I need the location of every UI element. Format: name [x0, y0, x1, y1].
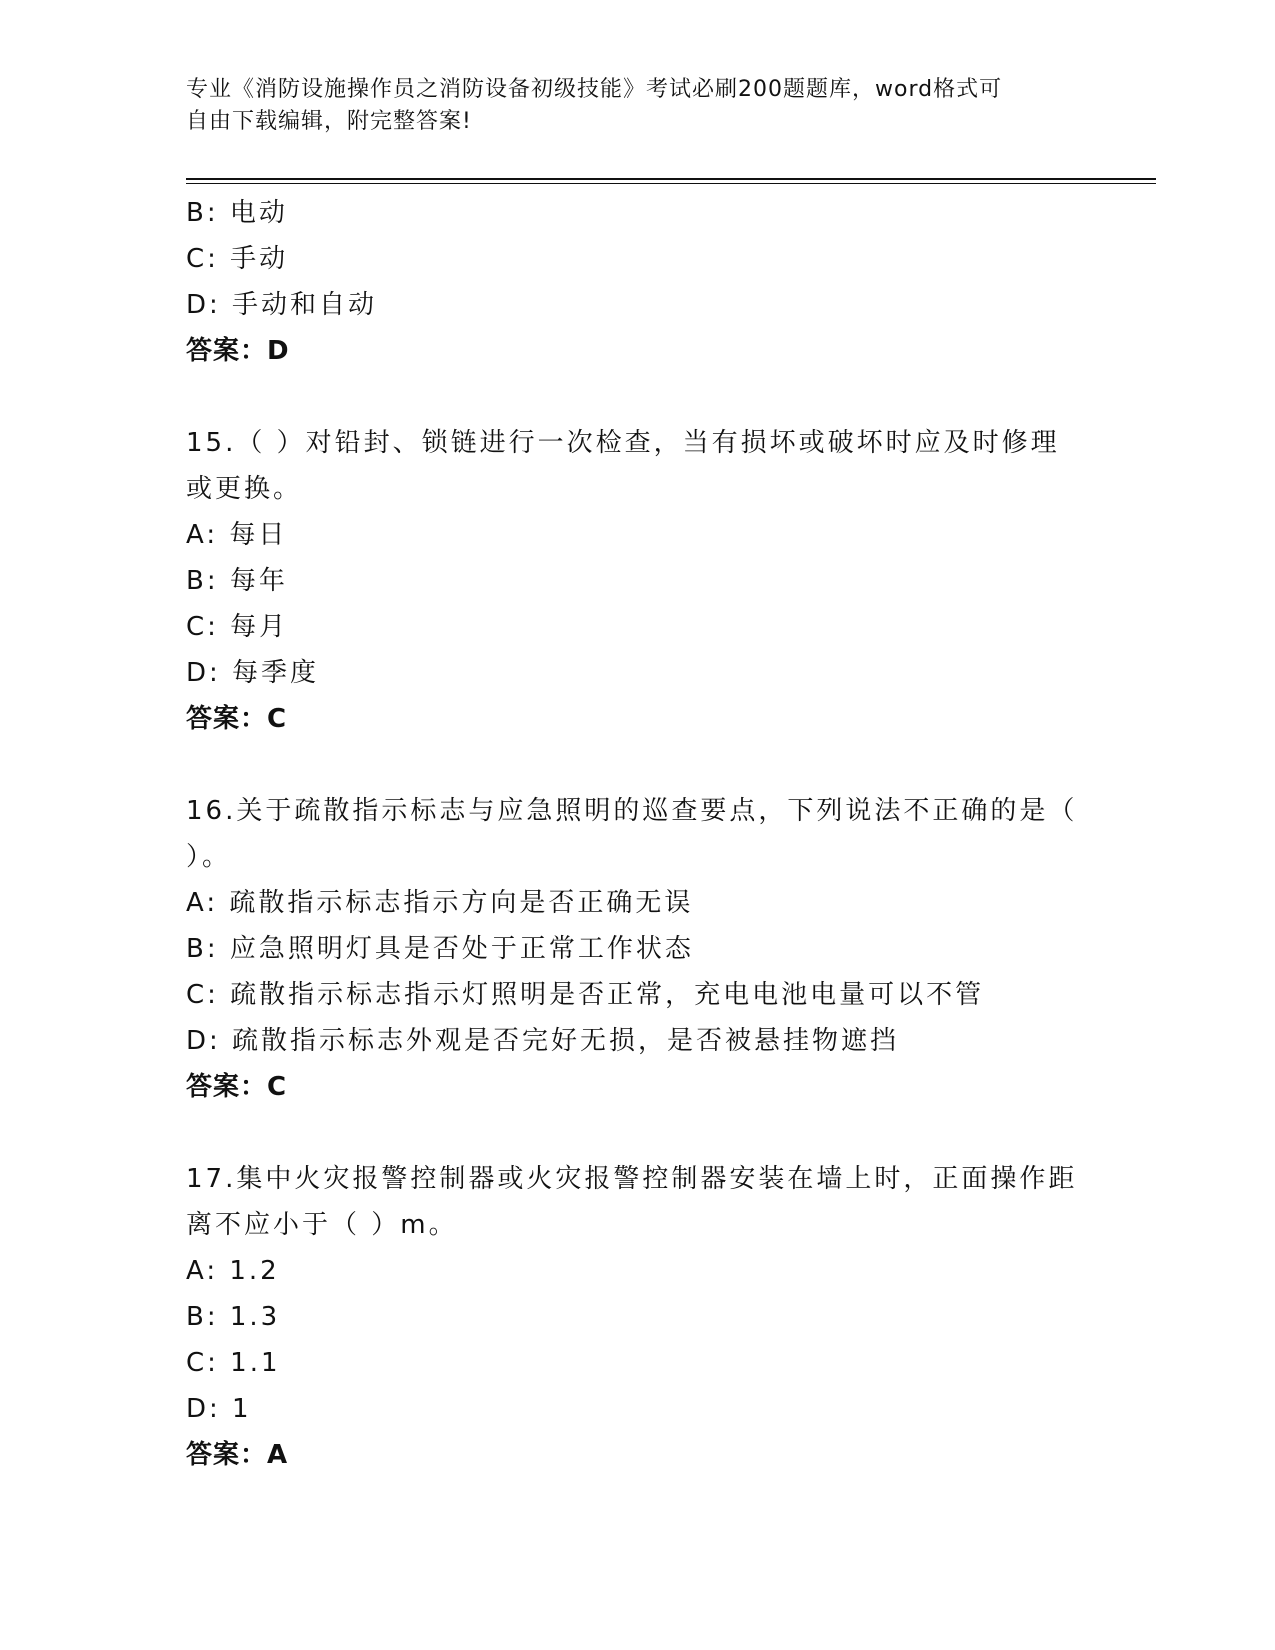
- document-header: [186, 74, 1086, 138]
- option-c: C: 1.1: [186, 1348, 281, 1378]
- answer-line: 答案：C: [186, 1072, 288, 1102]
- header-rule-thin: [186, 183, 1156, 184]
- option-c: C: 手动: [186, 244, 289, 274]
- header-line-1: 专业《消防设施操作员之消防设备初级技能》考试必刷200题题库，word格式可: [186, 77, 1003, 102]
- option-d: D: 手动和自动: [186, 290, 378, 320]
- option-a: A: 1.2: [186, 1256, 280, 1286]
- option-d: D: 每季度: [186, 658, 320, 688]
- option-b: B: 应急照明灯具是否处于正常工作状态: [186, 934, 694, 964]
- answer-line: 答案：D: [186, 336, 290, 366]
- header-line-2: 自由下载编辑，附完整答案!: [186, 109, 472, 134]
- option-b: B: 电动: [186, 198, 288, 228]
- question-14-tail: [186, 190, 1086, 374]
- question-15: [186, 420, 1086, 742]
- option-d: D: 疏散指示标志外观是否完好无损，是否被悬挂物遮挡: [186, 1026, 900, 1056]
- option-d: D: 1: [186, 1394, 252, 1424]
- option-c: C: 疏散指示标志指示灯照明是否正常，充电电池电量可以不管: [186, 980, 985, 1010]
- option-c: C: 每月: [186, 612, 289, 642]
- option-a: A: 每日: [186, 520, 288, 550]
- question-stem-line-1: 16.关于疏散指示标志与应急照明的巡查要点，下列说法不正确的是（: [186, 796, 1078, 826]
- spacer: [186, 1110, 1086, 1156]
- answer-line: 答案：C: [186, 704, 288, 734]
- question-stem-line-2: 或更换。: [186, 474, 303, 504]
- spacer: [186, 374, 1086, 420]
- option-a: A: 疏散指示标志指示方向是否正确无误: [186, 888, 694, 918]
- question-stem-line-1: 15.（ ）对铅封、锁链进行一次检查，当有损坏或破坏时应及时修理: [186, 428, 1060, 458]
- question-list: [186, 190, 1086, 1478]
- question-17: [186, 1156, 1086, 1478]
- option-b: B: 1.3: [186, 1302, 281, 1332]
- question-stem-line-2: ）。: [186, 842, 232, 872]
- spacer: [186, 742, 1086, 788]
- option-b: B: 每年: [186, 566, 288, 596]
- question-stem-line-2: 离不应小于（ ）m。: [186, 1210, 458, 1240]
- question-16: [186, 788, 1086, 1110]
- answer-line: 答案：A: [186, 1440, 289, 1470]
- header-rule-thick: [186, 178, 1156, 180]
- question-stem-line-1: 17.集中火灾报警控制器或火灾报警控制器安装在墙上时，正面操作距: [186, 1164, 1078, 1194]
